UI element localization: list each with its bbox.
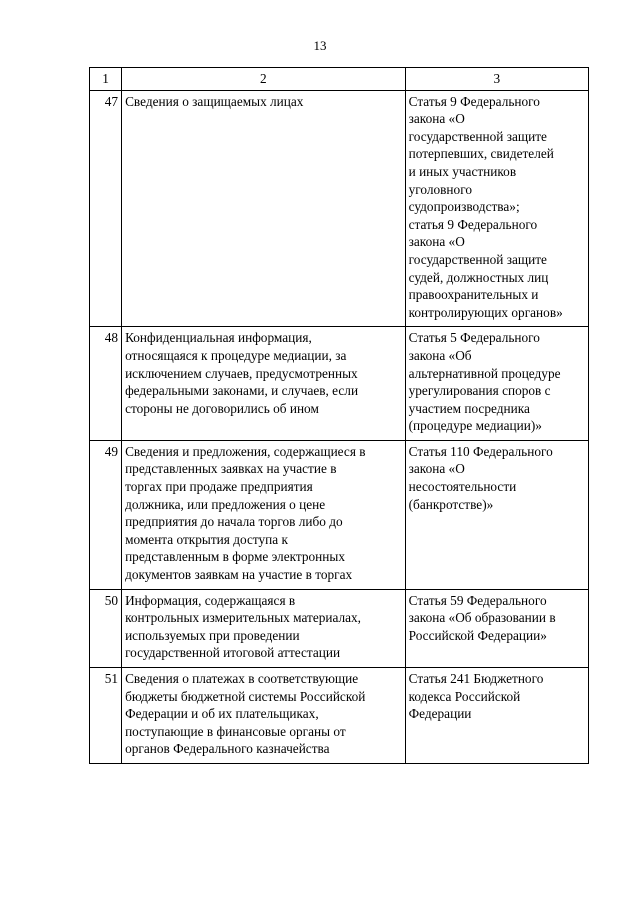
info-description: Конфиденциальная информация, относящаяся к процедуре медиации, за исключением случаев, предусмотренных федеральными законами, и случаев, если стороны не договорились об ином xyxy=(122,327,406,441)
legal-basis: Статья 9 Федерального закона «О государственной защите потерпевших, свидетелей и иных участников уголовного судопроизводства»; статья 9 Федерального закона «О государственной защите судей, должностных лиц правоохранительных и контролирующих органов» xyxy=(405,90,588,327)
table-row xyxy=(90,589,589,667)
table-row xyxy=(90,90,589,327)
row-number: 47 xyxy=(90,90,122,327)
header-col-2: 2 xyxy=(122,68,406,91)
table-row xyxy=(90,327,589,441)
row-number: 51 xyxy=(90,668,122,764)
table-header-row xyxy=(90,68,589,91)
row-number: 50 xyxy=(90,589,122,667)
page-number: 13 xyxy=(313,38,327,53)
row-number: 49 xyxy=(90,440,122,589)
table-row xyxy=(90,668,589,764)
info-description: Информация, содержащаяся в контрольных измерительных материалах, используемых при проведении государственной итоговой аттестации xyxy=(122,589,406,667)
info-description: Сведения и предложения, содержащиеся в представленных заявках на участие в торгах при продаже предприятия должника, или предложения о цене предприятия до начала торгов либо до момента открытия доступа к представленным в форме электронных документов заявкам на участие в торгах xyxy=(122,440,406,589)
info-description: Сведения о защищаемых лицах xyxy=(122,90,406,327)
legal-basis: Статья 241 Бюджетного кодекса Российской Федерации xyxy=(405,668,588,764)
header-col-3: 3 xyxy=(405,68,588,91)
legal-basis: Статья 5 Федерального закона «Об альтернативной процедуре урегулирования споров с участием посредника (процедуре медиации)» xyxy=(405,327,588,441)
legal-basis: Статья 110 Федерального закона «О несостоятельности (банкротстве)» xyxy=(405,440,588,589)
row-number: 48 xyxy=(90,327,122,441)
legal-basis: Статья 59 Федерального закона «Об образовании в Российской Федерации» xyxy=(405,589,588,667)
header-col-1: 1 xyxy=(90,68,122,91)
info-description: Сведения о платежах в соответствующие бюджеты бюджетной системы Российской Федерации и об их плательщиках, поступающие в финансовые органы от органов Федерального казначейства xyxy=(122,668,406,764)
table-row xyxy=(90,440,589,589)
confidential-info-table xyxy=(89,67,589,764)
